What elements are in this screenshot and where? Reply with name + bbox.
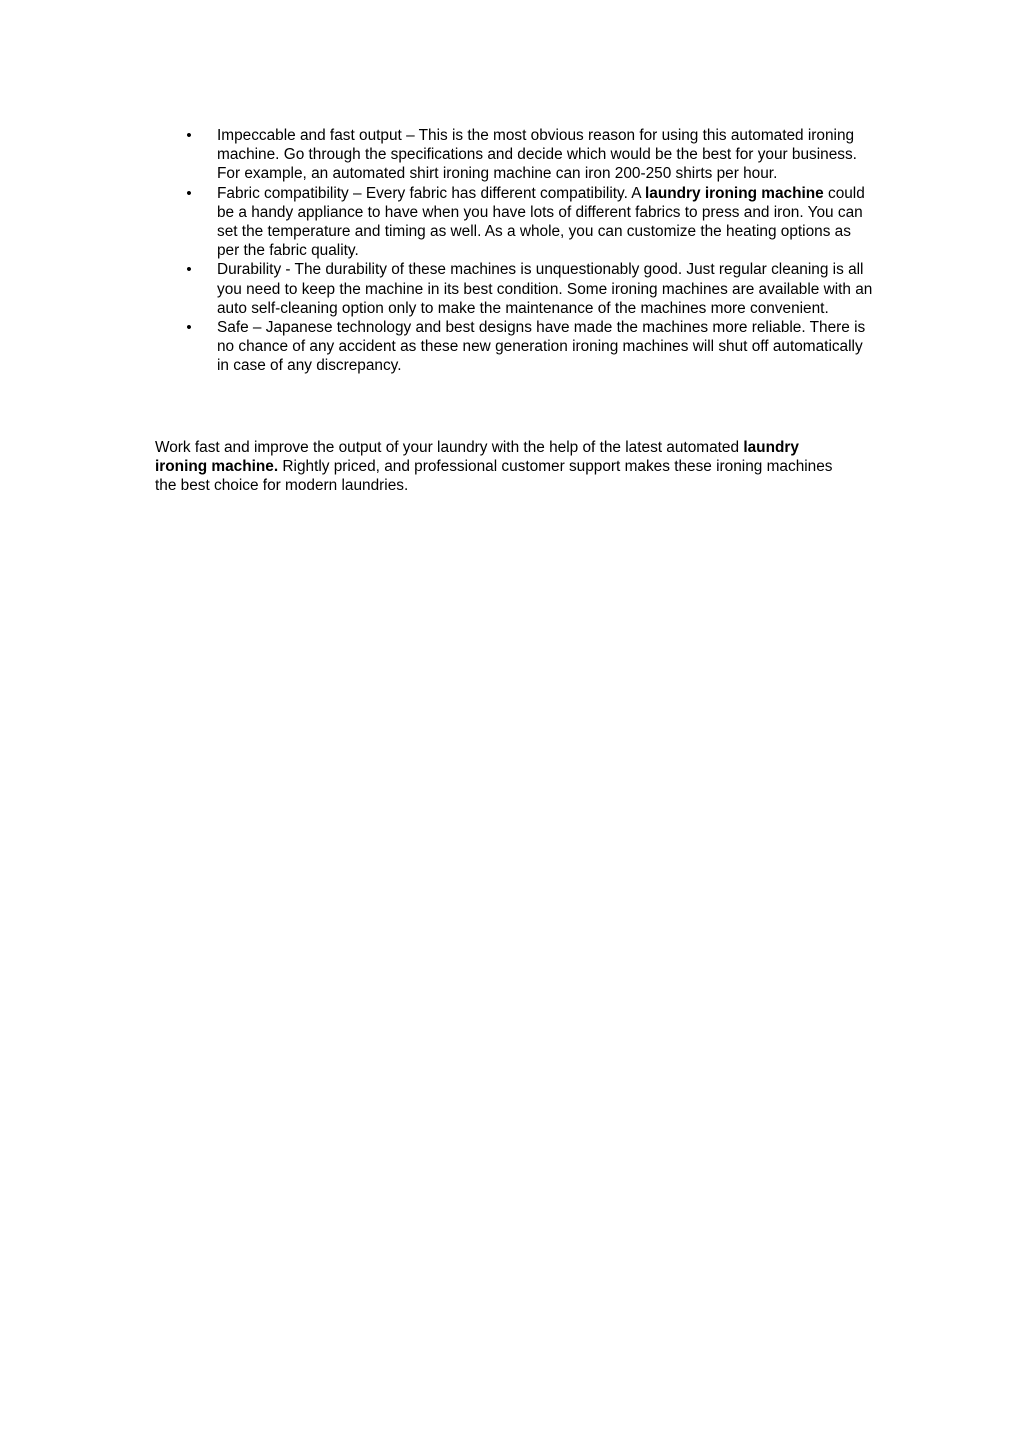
bullet-marker: •: [186, 319, 192, 337]
bullet-item-safe: [155, 318, 875, 376]
bullet-text-segment: Fabric compatibility – Every fabric has different compatibility. A: [217, 184, 645, 202]
feature-bullet-list: [155, 126, 875, 376]
bullet-text-segment: could be a handy appliance to have when you have lots of different fabrics to press and iron. You can set the temperature and timing as well. As a whole, you can customize the heating options as per the fabric quality.: [217, 184, 865, 260]
bold-keyword: laundry ironing machine: [644, 184, 824, 202]
bullet-text-segment: Impeccable and fast output – This is the most obvious reason for using this automated ironing machine. Go through the specifications and decide which would be the best for your business. For example, an automated shirt ironing machine can iron 200-250 shirts per hour.: [217, 127, 857, 183]
bullet-item-fabric: [155, 184, 875, 261]
paragraph-text-segment: Work fast and improve the output of your laundry with the help of the latest automated: [155, 439, 744, 456]
bullet-item-durability: [155, 260, 875, 318]
bullet-text-segment: Safe – Japanese technology and best designs have made the machines more reliable. There is no chance of any accident as these new generation ironing machines will shut off automatically in case of any discrepancy.: [217, 319, 866, 375]
bullet-item-output: [155, 126, 875, 184]
bullet-marker: •: [186, 261, 192, 279]
bullet-marker: •: [186, 127, 192, 144]
bullet-text-segment: Durability - The durability of these machines is unquestionably good. Just regular cleaning is all you need to keep the machine in its best condition. Some ironing machines are available with an auto self-cleaning option only to make the maintenance of the machines more convenient.: [217, 261, 873, 317]
bold-keyword: laundry ironing machine.: [155, 439, 799, 476]
bullet-marker: •: [186, 184, 192, 202]
paragraph-text-segment: Rightly priced, and professional customer support makes these ironing machines the best choice for modern laundries.: [155, 458, 833, 495]
closing-paragraph: [155, 438, 855, 496]
